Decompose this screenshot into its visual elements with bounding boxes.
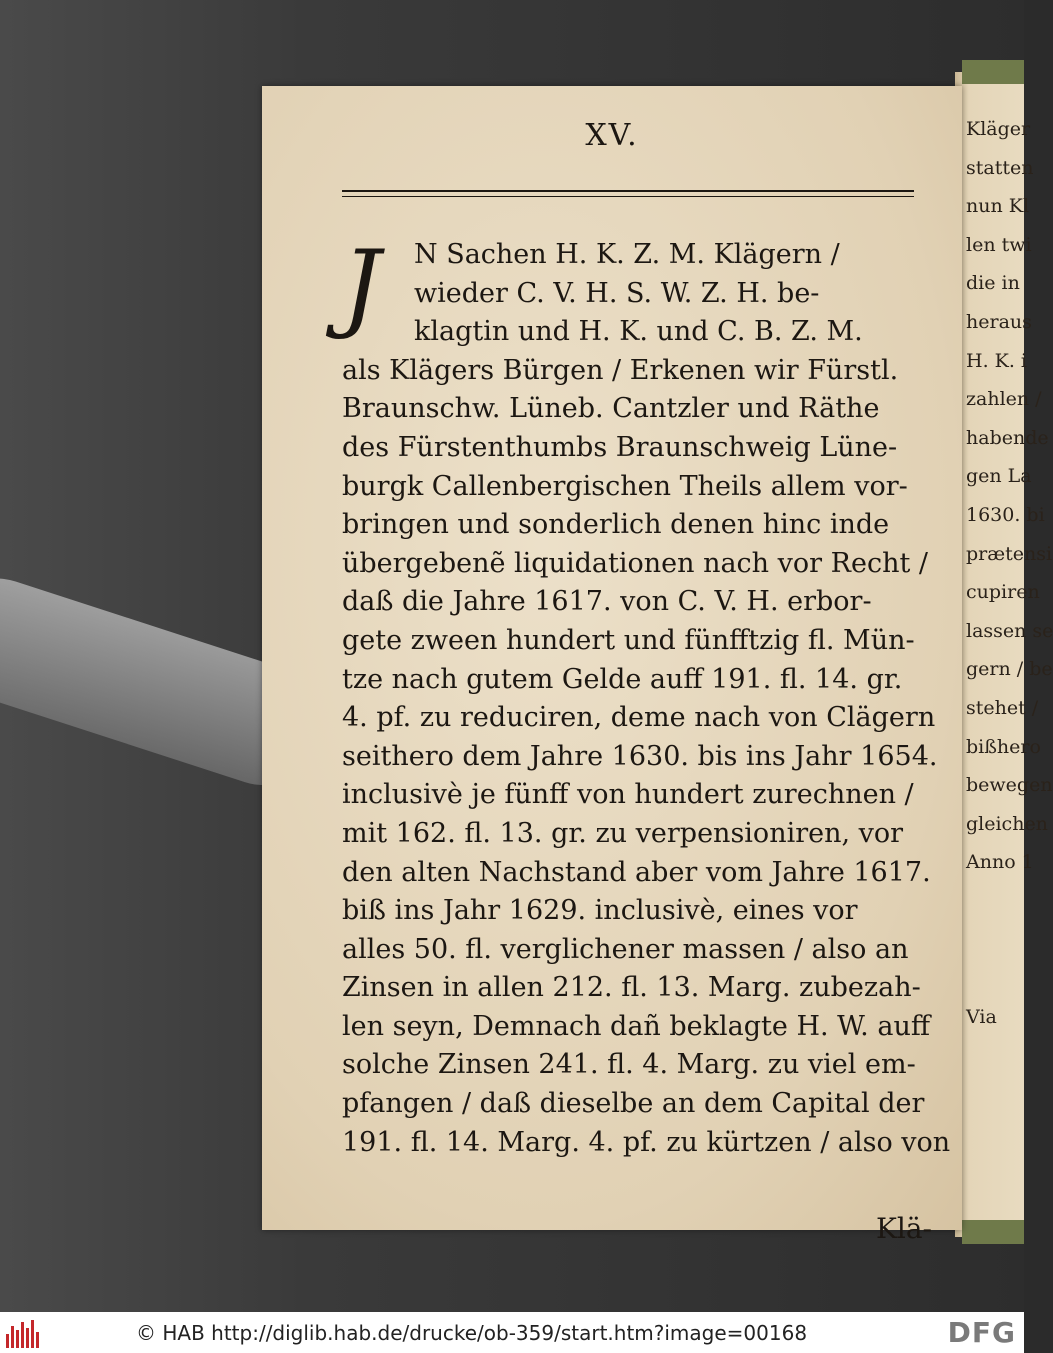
next-page-line: Via — [966, 1005, 997, 1028]
text-line: als Klägers Bürgen / Erkenen wir Fürstl. — [342, 354, 899, 386]
next-page-line: H. K. i — [966, 349, 1027, 372]
text-line: daß die Jahre 1617. von C. V. H. erbor- — [342, 586, 872, 618]
next-page-line: zahlen / — [966, 388, 1042, 411]
next-page-line — [966, 959, 1024, 998]
next-page-line: habende — [966, 426, 1049, 449]
text-line: burgk Callenbergischen Theils allem vor- — [342, 470, 908, 502]
next-page-line — [966, 920, 1024, 959]
catchword: Klä- — [875, 1212, 932, 1245]
next-page-line — [966, 882, 1024, 921]
dfg-logo: DFG — [947, 1316, 1016, 1349]
next-page-line: cupiren — [966, 581, 1040, 604]
text-line: N Sachen H. K. Z. M. Klägern / — [414, 239, 840, 270]
text-line: klagtin und H. K. und C. B. Z. M. — [414, 316, 863, 348]
text-line: len seyn, Demnach dañ beklagte H. W. auff — [342, 1010, 931, 1042]
text-line: bringen und sonderlich denen hinc inde — [342, 509, 890, 541]
page-header: XV. — [585, 118, 639, 153]
text-line: Braunschw. Lüneb. Cantzler und Räthe — [342, 393, 880, 425]
next-page-line: Kläger — [966, 118, 1031, 140]
drop-cap: J — [342, 230, 381, 342]
next-page-line: len twi — [966, 233, 1032, 256]
text-line: mit 162. fl. 13. gr. zu verpensioniren, vor — [342, 817, 904, 849]
next-page-line: gen La — [966, 465, 1032, 488]
text-line: 191. fl. 14. Marg. 4. pf. zu kürtzen / also von — [342, 1126, 951, 1158]
next-page-line: stehet / — [966, 696, 1039, 719]
next-page-line: lassen se — [966, 619, 1053, 642]
text-line: den alten Nachstand aber vom Jahre 1617. — [342, 856, 931, 888]
next-page-line: nun Kl — [966, 195, 1030, 218]
next-page-line: heraus — [966, 310, 1032, 333]
hab-logo-icon — [6, 1318, 46, 1348]
next-page-text — [966, 110, 1053, 1036]
text-line: Zinsen in allen 212. fl. 13. Marg. zubezah- — [342, 972, 921, 1004]
binding-band-top — [962, 60, 1024, 84]
next-page-line: statten — [966, 156, 1034, 179]
next-page-line: die in — [966, 272, 1020, 295]
text-line: wieder C. V. H. S. W. Z. H. be- — [414, 277, 820, 309]
next-page-line: bewegen — [966, 774, 1053, 797]
text-line: seithero dem Jahre 1630. bis ins Jahr 1654. — [342, 740, 938, 772]
page-body — [342, 230, 951, 1162]
book-page — [262, 86, 962, 1245]
binding-band-bottom — [962, 1220, 1024, 1244]
text-line: übergebenẽ liquidationen nach vor Recht / — [342, 547, 928, 579]
next-page-line: bißhero — [966, 735, 1041, 758]
text-line: gete zween hundert und fünfftzig fl. Mün- — [342, 624, 915, 656]
next-page-line: Anno 1 — [966, 851, 1034, 874]
text-line: pfangen / daß dieselbe an dem Capital der — [342, 1088, 925, 1120]
text-line: biß ins Jahr 1629. inclusivè, eines vor — [342, 895, 858, 927]
next-page-line: 1630. bi — [966, 503, 1045, 526]
header-rule — [342, 190, 914, 197]
next-page-line: gleichen — [966, 812, 1048, 835]
text-line: solche Zinsen 241. fl. 4. Marg. zu viel em- — [342, 1049, 916, 1081]
text-line: 4. pf. zu reduciren, deme nach von Clägern — [342, 702, 936, 734]
footer-bar — [0, 1312, 1024, 1353]
next-page-line: gern / be — [966, 658, 1053, 681]
footer-credit-link[interactable]: © HAB http://diglib.hab.de/drucke/ob-359/start.htm?image=00168 — [136, 1320, 808, 1345]
text-line: inclusivè je fünff von hundert zurechnen / — [342, 779, 914, 811]
text-line: alles 50. fl. verglichener massen / also an — [342, 933, 909, 965]
next-page-line: prætensi — [966, 542, 1053, 565]
text-line: des Fürstenthumbs Braunschweig Lüne- — [342, 431, 898, 463]
text-line: tze nach gutem Gelde auff 191. fl. 14. gr. — [342, 663, 903, 695]
